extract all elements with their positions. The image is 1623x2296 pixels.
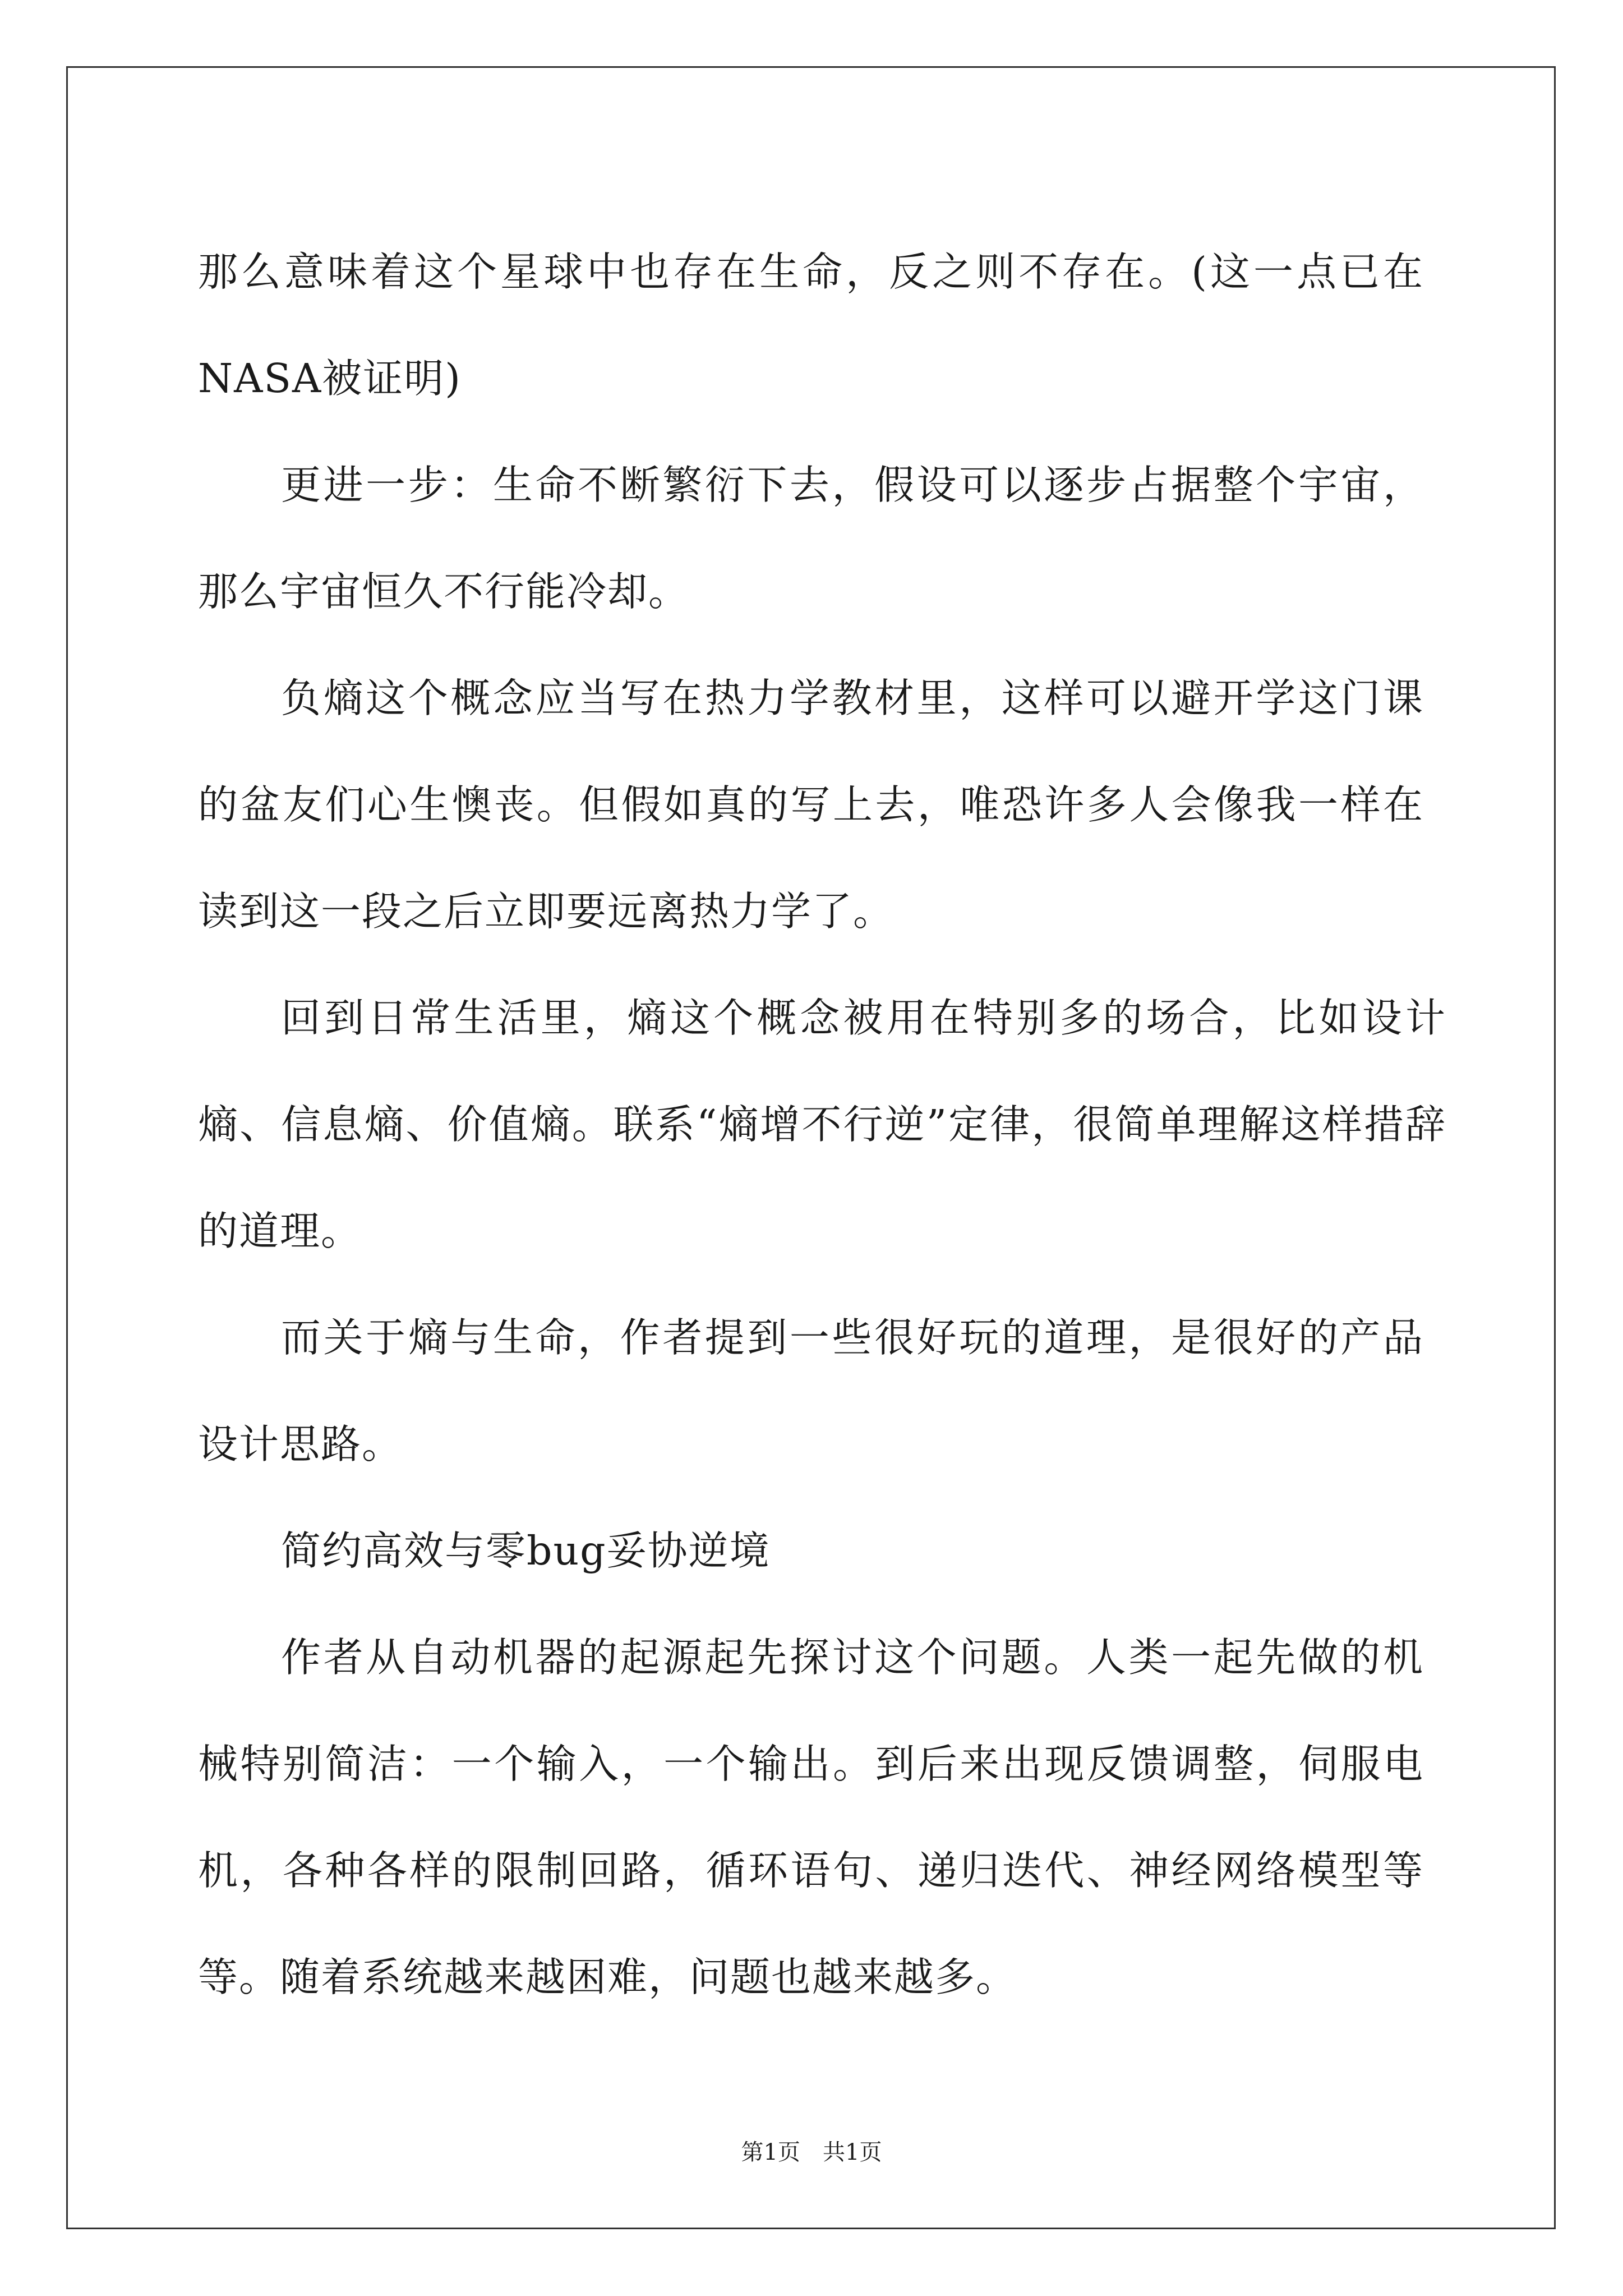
paragraph-4: 回到日常生活里，熵这个概念被用在特别多的场合，比如设计熵、信息熵、价值熵。联系“熵增不行逆”定律，很简单理解这样措辞的道理。 — [198, 995, 1446, 1254]
paragraph-6: 作者从自动机器的起源起先探讨这个问题。人类一起先做的机械特别简洁：一个输入，一个输出。到后来出现反馈调整，伺服电机，各种各样的限制回路，循环语句、递归迭代、神经网络模型等等。随着系统越来越困难，问题也越来越多。 — [198, 1634, 1424, 2000]
page-footer — [0, 2134, 1623, 2166]
paragraph-1: 那么意味着这个星球中也存在生命，反之则不存在。(这一点已在NASA被证明) — [198, 249, 1424, 402]
paragraph-2: 更进一步：生命不断繁衍下去，假设可以逐步占据整个宇宙，那么宇宙恒久不行能冷却。 — [198, 462, 1424, 615]
paragraph-3: 负熵这个概念应当写在热力学教材里，这样可以避开学这门课的盆友们心生懊丧。但假如真的写上去，唯恐许多人会像我一样在读到这一段之后立即要远离热力学了。 — [198, 675, 1424, 935]
page-number: 第1页 — [741, 2139, 800, 2165]
document-body — [198, 219, 1446, 2031]
section-heading: 简约高效与零bug妥协逆境 — [281, 1527, 771, 1574]
paragraph-5: 而关于熵与生命，作者提到一些很好玩的道理，是很好的产品设计思路。 — [198, 1314, 1424, 1467]
page-total: 共1页 — [823, 2139, 882, 2165]
